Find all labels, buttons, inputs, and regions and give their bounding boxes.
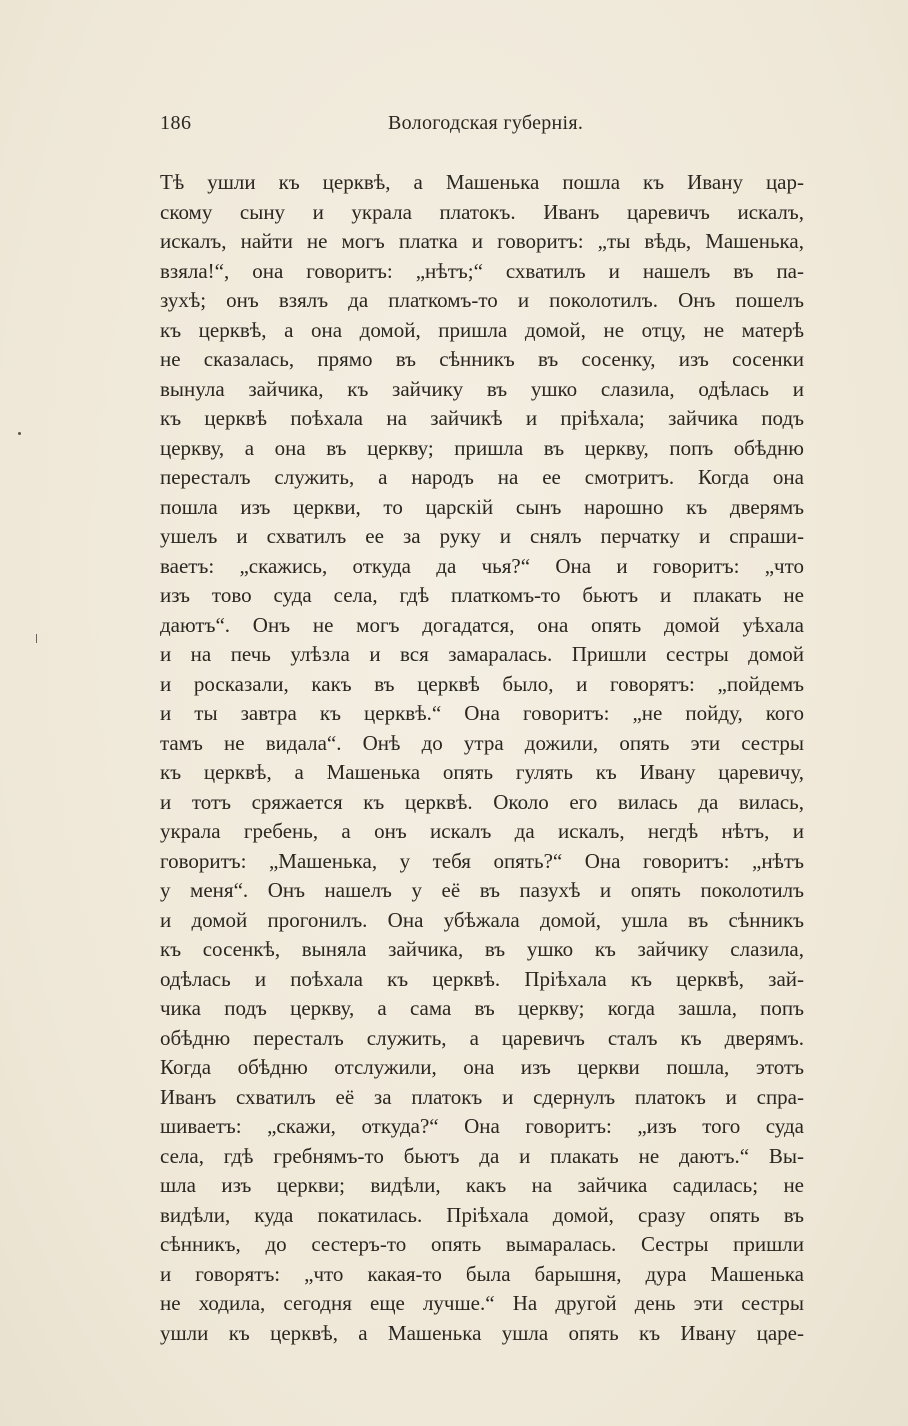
text-line: одѣлась и поѣхала къ церквѣ. Пріѣхала къ церквѣ, зай- (160, 966, 804, 991)
text-line: чика подъ церкву, а сама въ церкву; когда зашла, попъ (160, 996, 804, 1020)
text-line: зухѣ; онъ взялъ да платкомъ-то и поколотилъ. Онъ пошелъ (160, 288, 804, 312)
text-line: къ церквѣ поѣхала на зайчикѣ и пріѣхала; зайчика подъ (160, 406, 804, 430)
text-line: и домой прогонилъ. Она убѣжала домой, ушла въ сѣнникъ (160, 907, 804, 932)
text-line: даютъ“. Онъ не могъ догадатся, она опять домой уѣхала (160, 612, 804, 637)
text-line: у меня“. Онъ нашелъ у её въ пазухѣ и опять поколотилъ (160, 878, 804, 902)
text-line: обѣдню пересталъ служить, а царевичъ сталъ къ дверямъ. (160, 1025, 804, 1050)
text-line: Когда обѣдню отслужили, она изъ церкви пошла, этотъ (160, 1055, 804, 1079)
margin-speck (18, 432, 21, 435)
text-line: Тѣ ушли къ церквѣ, а Машенька пошла къ Ивану цар- (160, 170, 804, 194)
text-line: и на печь улѣзла и вся замаралась. Пришли сестры домой (160, 642, 804, 666)
text-line: и тотъ сряжается къ церквѣ. Около его вилась да вилась, (160, 789, 804, 814)
text-line: пошла изъ церкви, то царскій сынъ нарошно къ дверямъ (160, 494, 804, 519)
text-line: ваетъ: „скажись, откуда да чья?“ Она и говоритъ: „что (160, 553, 804, 578)
text-line: скому сыну и украла платокъ. Иванъ царевичъ искалъ, (160, 199, 804, 224)
text-line: украла гребень, а онъ искалъ да искалъ, негдѣ нѣтъ, и (160, 819, 804, 843)
text-line: говоритъ: „Машенька, у тебя опять?“ Она говоритъ: „нѣтъ (160, 848, 804, 873)
text-line: и говорятъ: „что какая-то была барышня, дура Машенька (160, 1261, 804, 1286)
text-line: и росказали, какъ въ церквѣ было, и говорятъ: „пойдемъ (160, 671, 804, 696)
text-line: ушелъ и схватилъ ее за руку и снялъ перчатку и спраши- (160, 524, 804, 548)
text-line: села, гдѣ гребнямъ-то бьютъ да и плакать не даютъ.“ Вы- (160, 1143, 804, 1168)
text-line: видѣли, куда покатилась. Пріѣхала домой, сразу опять въ (160, 1202, 804, 1227)
text-line: взяла!“, она говоритъ: „нѣтъ;“ схватилъ и нашелъ въ па- (160, 258, 804, 283)
margin-speck (36, 634, 37, 643)
text-line: не сказалась, прямо въ сѣнникъ въ сосенку, изъ сосенки (160, 347, 804, 371)
text-line: изъ тово суда села, гдѣ платкомъ-то бьютъ и плакать не (160, 583, 804, 607)
page-header (160, 112, 804, 144)
running-title: Вологодская губернія. (388, 112, 584, 134)
body-text (160, 168, 804, 1348)
text-line: къ церквѣ, а она домой, пришла домой, не отцу, не матерѣ (160, 317, 804, 342)
text-line: церкву, а она въ церкву; пришла въ церкву, попъ обѣдню (160, 435, 804, 460)
text-line: тамъ не видала“. Онѣ до утра дожили, опять эти сестры (160, 730, 804, 755)
text-line: Иванъ схватилъ её за платокъ и сдернулъ платокъ и спра- (160, 1084, 804, 1109)
text-line: къ сосенкѣ, выняла зайчика, въ ушко къ зайчику слазила, (160, 937, 804, 961)
text-line: вынула зайчика, къ зайчику въ ушко слазила, одѣлась и (160, 376, 804, 401)
text-line: не ходила, сегодня еще лучше.“ На другой день эти сестры (160, 1291, 804, 1315)
text-line: искалъ, найти не могъ платка и говоритъ: „ты вѣдь, Машенька, (160, 229, 804, 253)
text-line: и ты завтра къ церквѣ.“ Она говоритъ: „не пойду, кого (160, 701, 804, 725)
text-line: пересталъ служить, а народъ на ее смотритъ. Когда она (160, 465, 804, 489)
text-line: ушли къ церквѣ, а Машенька ушла опять къ Ивану царе- (160, 1320, 804, 1345)
text-line: сѣнникъ, до сестеръ-то опять вымаралась. Сестры пришли (160, 1232, 804, 1256)
text-line: шла изъ церкви; видѣли, какъ на зайчика садилась; не (160, 1173, 804, 1197)
text-line: къ церквѣ, а Машенька опять гулять къ Ивану царевичу, (160, 760, 804, 784)
text-line: шиваетъ: „скажи, откуда?“ Она говоритъ: „изъ того суда (160, 1114, 804, 1138)
page-number: 186 (160, 112, 192, 134)
